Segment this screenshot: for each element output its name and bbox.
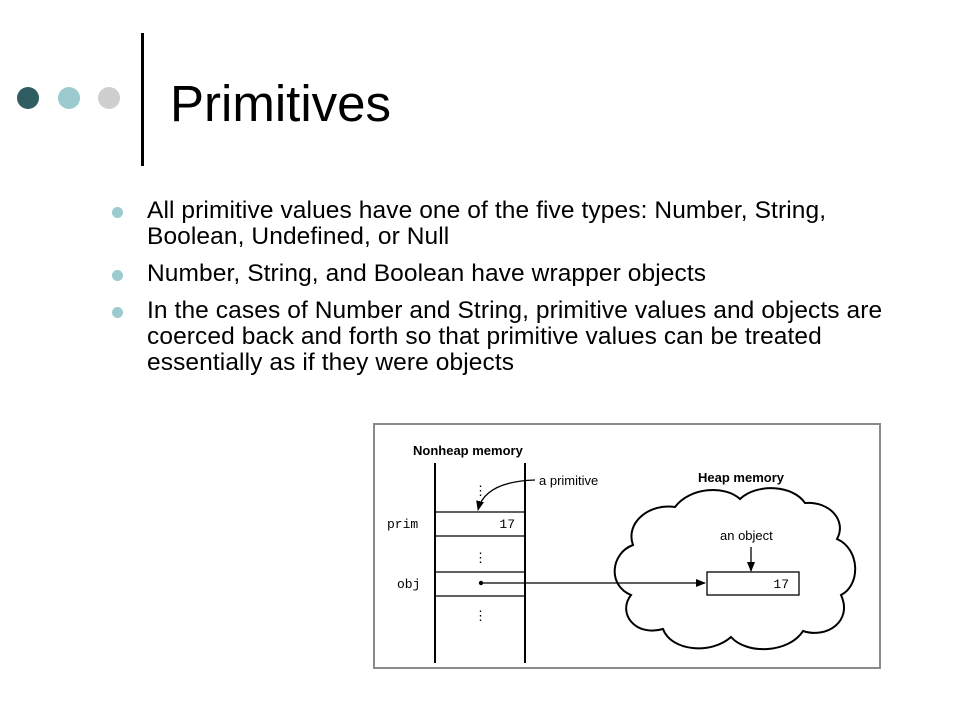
- ellipsis-mark: ⋮: [474, 608, 487, 623]
- memory-diagram-svg: [375, 425, 879, 667]
- bullet-dot-icon: [112, 207, 123, 218]
- object-note: an object: [720, 528, 773, 543]
- bullet-dot-icon: [112, 307, 123, 318]
- nonheap-label: Nonheap memory: [413, 443, 523, 458]
- bullet-text: Number, String, and Boolean have wrapper objects: [147, 260, 707, 287]
- title-divider: [141, 33, 144, 166]
- decor-dot-gray: [98, 87, 120, 109]
- ellipsis-mark: ⋮: [474, 483, 487, 498]
- obj-variable-label: obj: [397, 577, 421, 592]
- bullet-text: All primitive values have one of the five types: Number, String, Boolean, Undefined, or Null: [147, 197, 827, 250]
- prim-value: 17: [499, 517, 515, 532]
- bullet-item: [112, 198, 902, 250]
- ellipsis-mark: ⋮: [474, 550, 487, 565]
- bullet-dot-icon: [112, 270, 123, 281]
- memory-diagram: [373, 423, 881, 669]
- bullet-list: [112, 198, 902, 387]
- prim-variable-label: prim: [387, 517, 419, 532]
- bullet-item: [112, 298, 902, 376]
- bullet-text: In the cases of Number and String, primitive values and objects are coerced back and forth so that primitive values can be treated essentially as if they were objects: [147, 297, 883, 376]
- heap-label: Heap memory: [698, 470, 784, 485]
- slide-title: Primitives: [170, 75, 392, 132]
- heap-cloud: [615, 488, 856, 649]
- primitive-note: a primitive: [539, 473, 599, 488]
- object-value: 17: [773, 577, 789, 592]
- decor-dot-teal: [58, 87, 80, 109]
- decor-dot-dark: [17, 87, 39, 109]
- bullet-item: [112, 261, 902, 287]
